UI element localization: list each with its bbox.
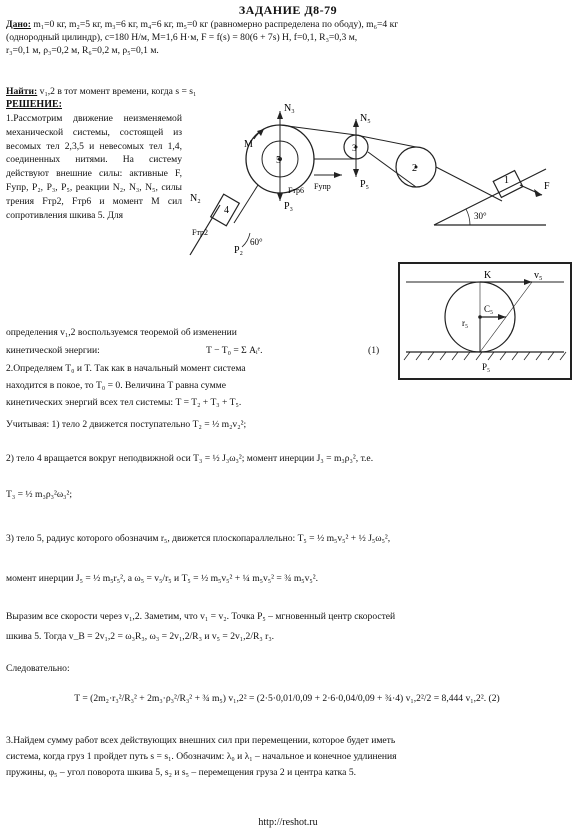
text-line-16: система, когда груз 1 пройдет путь s = s₁. Обозначим: λ₀ и λ₁ – начальное и конечное удлинения (6, 751, 397, 762)
text-line-5: кинетических энергий всех тел системы: T = T₂ + T₃ + T₅. (6, 397, 242, 408)
velocity-diagram (400, 264, 570, 378)
text-line-1: определения v₁,2 воспользуемся теоремой об изменении (6, 327, 237, 338)
label-ftr6: Fтр6 (288, 186, 305, 195)
label-v5: v₅ (534, 270, 543, 281)
label-body-3: 3 (352, 143, 357, 153)
label-p5: P₅ (360, 179, 370, 190)
text-line-15: 3.Найдем сумму работ всех действующих внешних сил при перемещении, которое будет иметь (6, 735, 396, 746)
text-line-2c: (1) (368, 345, 380, 356)
page-title: ЗАДАНИЕ Д8-79 (238, 3, 338, 17)
given-label: Дано: (6, 19, 31, 30)
text-line-2b: T − T₀ = Σ Aᵢᵉ. (206, 345, 263, 356)
text-line-8: T₃ = ½ m₃ρ₃²ω₃²; (6, 489, 73, 500)
label-r5: r₅ (462, 318, 469, 328)
label-fupr: Fупр (314, 182, 331, 191)
label-p3: P₃ (284, 201, 294, 212)
text-line-2a: кинетической энергии: (6, 345, 100, 356)
text-line-6: Учитывая: 1) тело 2 движется поступательно T₂ = ½ m₂v₂²; (6, 419, 247, 430)
label-n3: N₃ (284, 103, 295, 114)
solution-header: РЕШЕНИЕ: (6, 99, 62, 110)
label-n2: N₂ (190, 193, 201, 204)
label-p5-point: P₅ (482, 362, 491, 372)
find-text: v₁,2 в тот момент времени, когда s = s₁ (39, 86, 197, 97)
label-f: F (544, 181, 550, 192)
given-block (6, 18, 568, 57)
label-body-5: 5 (276, 155, 281, 166)
find-label: Найти: (6, 86, 38, 97)
label-body-1: 1 (504, 175, 509, 186)
text-line-2 (6, 344, 396, 357)
label-k: K (484, 270, 492, 281)
text-line-7: 2) тело 4 вращается вокруг неподвижной оси T₃ = ½ J₃ω₃²; момент инерции J₃ = m₃ρ₃², т.е. (6, 453, 374, 464)
given-text-2: (однородный цилиндр), c=180 Н/м, M=1,6 Н·м, F = f(s) = 80(6 + 7s) Н, f=0,1, R₃=0,3 м, (6, 32, 358, 43)
label-p2: P₂ (234, 245, 244, 256)
footer-url: http://reshot.ru (258, 817, 318, 828)
intro-text: 1.Рассмотрим движение неизменяемой механической системы, состоящей из весомых тел 2,3,5 и невесомых тел 1,4, соединенных нитями. На систему действуют внешние силы: активные F, Fупр, P₂, P₃, P₅, реакции N₂, N₃, N₅, силы трения Fтр2, Fтр6 и момент M сил сопротивления шкива 5. Для (6, 113, 182, 221)
find-block (6, 86, 246, 97)
label-body-2: 2 (412, 163, 417, 174)
label-angle-30: 30° (474, 211, 487, 221)
given-text-1: m₁=0 кг, m₂=5 кг, m₃=6 кг, m₄=6 кг, m₅=0 кг (равномерно распределена по ободу), m₆=4 кг (33, 19, 399, 30)
text-line-13: Следовательно: (6, 663, 70, 674)
label-n5: N₅ (360, 113, 371, 124)
text-line-4: находится в покое, то T₀ = 0. Величина T равна сумме (6, 380, 226, 391)
text-line-3: 2.Определяем T₀ и T. Так как в начальный момент система (6, 363, 246, 374)
text-line-11: Выразим все скорости через v₁,2. Заметим, что v₁ = v₂. Точка P₅ – мгновенный центр скоростей (6, 611, 396, 622)
given-text-3: r₃=0,1 м, ρ₃=0,2 м, R₆=0,2 м, ρ₅=0,1 м. (6, 45, 159, 56)
label-c5: C₅ (484, 304, 494, 314)
text-line-17: пружины, φ₅ – угол поворота шкива 5, s₂ и s₅ – перемещения груза 2 и центра катка 5. (6, 767, 357, 778)
text-line-9: 3) тело 5, радиус которого обозначим r₅, движется плоскопараллельно: T₅ = ½ m₅v₅² + ½ J₅ω₅², (6, 533, 391, 544)
mechanism-diagram (184, 97, 564, 257)
label-ftr2: Fтр2 (192, 228, 209, 237)
label-body-4: 4 (224, 205, 229, 216)
velocity-diagram-box (398, 262, 572, 380)
label-angle-60: 60° (250, 237, 263, 247)
text-line-12: шкива 5. Тогда v_B = 2v₁,2 = ω₃R₃, ω₃ = 2v₁,2/R₃ и v₅ = 2v₁,2/R₃ r₃. (6, 631, 275, 642)
text-line-14: T = (2m₂·r₃²/R₃² + 2m₃·ρ₃²/R₃² + ¾ m₅) v₁,2² = (2·5·0,01/0,09 + 2·6·0,04/0,09 + ¾·4) v₁,2²/2 = 8,444 v₁,2². (2) (74, 693, 500, 704)
text-line-10: момент инерции J₅ = ½ m₅r₅², а ω₅ = v₅/r₅ и T₅ = ½ m₅v₅² + ¼ m₅v₅² = ¾ m₅v₅². (6, 573, 319, 584)
label-m: M (244, 139, 253, 150)
